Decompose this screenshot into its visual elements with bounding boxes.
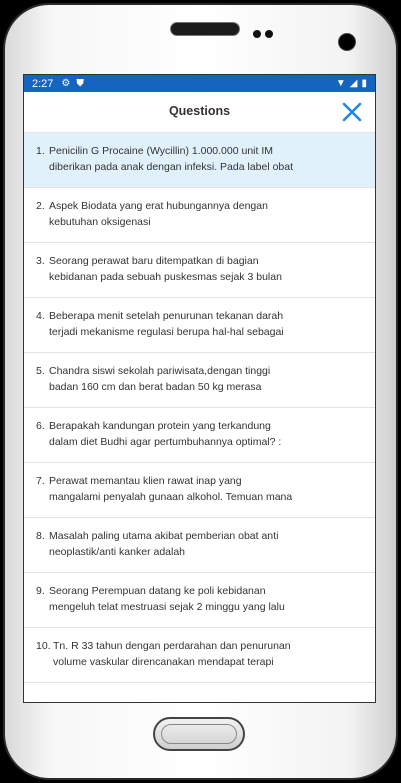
close-icon[interactable]	[341, 101, 363, 123]
question-text: Penicilin G Procaine (Wycillin) 1.000.000 unit IM diberikan pada anak dengan infeksi. Pada label obat	[49, 145, 294, 173]
question-number: 8.	[36, 530, 45, 542]
question-text: Beberapa menit setelah penurunan tekanan darah terjadi mekanisme regulasi berupa hal-hal sebagai	[49, 310, 284, 338]
question-text: Perawat memantau klien rawat inap yang mangalami penyalah gunaan alkohol. Temuan mana	[49, 475, 293, 503]
question-list	[24, 133, 375, 702]
question-text: Seorang perawat baru ditempatkan di bagian kebidanan pada sebuah puskesmas sejak 3 bulan	[49, 255, 282, 283]
question-item[interactable]	[24, 573, 375, 628]
question-number: 1.	[36, 145, 45, 157]
question-number: 5.	[36, 365, 45, 377]
question-text: Seorang Perempuan datang ke poli kebidanan mengeluh telat mestruasi sejak 2 minggu yang lalu	[49, 585, 285, 613]
speaker-grille	[170, 22, 240, 36]
question-text: Berapakah kandungan protein yang terkandung dalam diet Budhi agar pertumbuhannya optimal? :	[49, 420, 282, 448]
status-bar	[24, 75, 375, 92]
question-text: Masalah paling utama akibat pemberian obat anti neoplastik/anti kanker adalah	[49, 530, 279, 558]
settings-icon: ⚙	[61, 78, 71, 89]
status-time: 2:27	[32, 77, 54, 90]
sensor-dot	[265, 30, 273, 38]
question-item[interactable]	[24, 133, 375, 188]
question-item[interactable]	[24, 298, 375, 353]
question-item[interactable]	[24, 463, 375, 518]
question-item[interactable]	[24, 628, 375, 683]
app-screen	[23, 74, 376, 703]
question-text: Chandra siswi sekolah pariwisata,dengan tinggi badan 160 cm dan berat badan 50 kg merasa	[49, 365, 271, 393]
app-bar	[24, 92, 375, 133]
question-number: 3.	[36, 255, 45, 267]
signal-icon: ◢	[349, 78, 358, 89]
question-item[interactable]	[24, 243, 375, 298]
question-number: 9.	[36, 585, 45, 597]
sensor-dot	[253, 30, 261, 38]
question-item[interactable]	[24, 518, 375, 573]
question-item[interactable]	[24, 353, 375, 408]
question-number: 7.	[36, 475, 45, 487]
shield-icon: ⛊	[76, 78, 84, 89]
question-number: 2.	[36, 200, 45, 212]
wifi-icon: ▼	[335, 78, 346, 89]
front-camera	[338, 33, 356, 51]
question-number: 6.	[36, 420, 45, 432]
page-title: Questions	[168, 104, 231, 118]
question-item[interactable]	[24, 188, 375, 243]
home-button[interactable]	[153, 717, 245, 751]
question-number: 10.	[36, 640, 51, 652]
question-number: 4.	[36, 310, 45, 322]
battery-icon: ▮	[361, 78, 367, 89]
question-text: Tn. R 33 tahun dengan perdarahan dan penurunan volume vaskular direncanakan mendapat terapi	[53, 640, 291, 668]
question-item[interactable]	[24, 408, 375, 463]
question-text: Aspek Biodata yang erat hubungannya dengan kebutuhan oksigenasi	[49, 200, 268, 228]
